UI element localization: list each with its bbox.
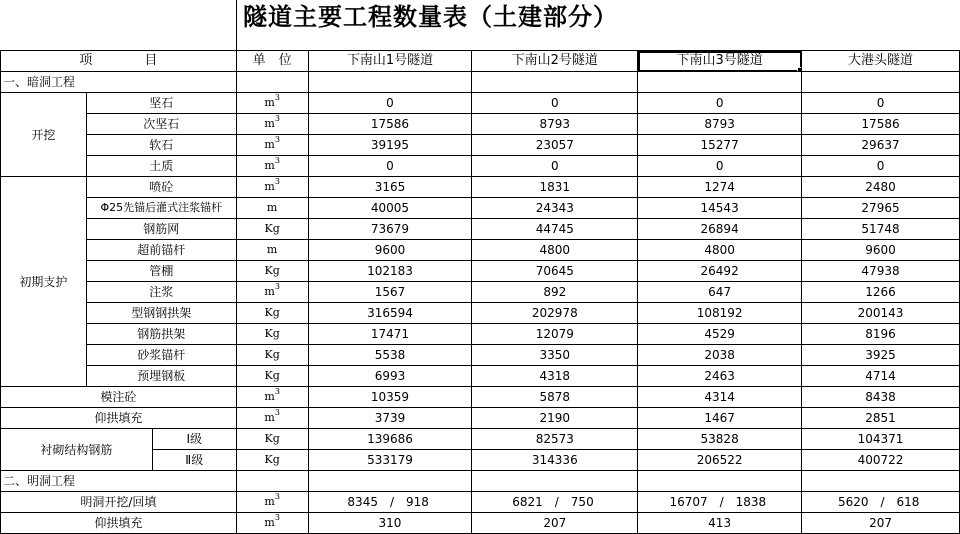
value-cell[interactable]: 4318 bbox=[472, 366, 638, 387]
unit-cell: $m^3$ bbox=[236, 513, 308, 534]
row-label: 仰拱填充 bbox=[1, 408, 237, 429]
table-row bbox=[1, 93, 960, 114]
value-cell[interactable]: 3165 bbox=[308, 177, 472, 198]
header-tunnel-2[interactable]: 下南山2号隧道 bbox=[472, 51, 638, 72]
value-cell[interactable]: 29637 bbox=[802, 135, 960, 156]
section-label: 二、明洞工程 bbox=[1, 471, 237, 492]
value-cell[interactable]: 1467 bbox=[638, 408, 802, 429]
unit-cell: $m^3$ bbox=[236, 135, 308, 156]
section-label: 一、暗洞工程 bbox=[1, 72, 237, 93]
unit-cell: Kg bbox=[236, 324, 308, 345]
value-cell[interactable]: 10359 bbox=[308, 387, 472, 408]
value-cell[interactable]: 4314 bbox=[638, 387, 802, 408]
table-row bbox=[1, 282, 960, 303]
row-label: 次坚石 bbox=[86, 114, 236, 135]
value-cell[interactable]: 2463 bbox=[638, 366, 802, 387]
value-cell[interactable]: 6993 bbox=[308, 366, 472, 387]
unit-cell: $m^3$ bbox=[236, 408, 308, 429]
row-label: 钢筋拱架 bbox=[86, 324, 236, 345]
row-label: 坚石 bbox=[86, 93, 236, 114]
value-cell[interactable]: 206522 bbox=[638, 450, 802, 471]
table-row bbox=[1, 177, 960, 198]
table-row bbox=[1, 492, 960, 513]
unit-cell: Kg bbox=[236, 366, 308, 387]
header-item: 项 目 bbox=[1, 51, 237, 72]
table-row bbox=[1, 261, 960, 282]
value-cell[interactable]: 26492 bbox=[638, 261, 802, 282]
value-cell[interactable]: 310 bbox=[308, 513, 472, 534]
row-label: 型钢钢拱架 bbox=[86, 303, 236, 324]
value-cell[interactable]: 102183 bbox=[308, 261, 472, 282]
unit-cell: $m^3$ bbox=[236, 177, 308, 198]
row-label: Ⅰ级 bbox=[152, 429, 236, 450]
unit-cell: m bbox=[236, 240, 308, 261]
value-cell[interactable]: 4800 bbox=[472, 240, 638, 261]
row-label: 注浆 bbox=[86, 282, 236, 303]
table-row bbox=[1, 429, 960, 450]
value-cell[interactable]: 0 bbox=[638, 156, 802, 177]
unit-cell: $m^3$ bbox=[236, 282, 308, 303]
value-cell[interactable]: 207 bbox=[472, 513, 638, 534]
header-tunnel-4[interactable]: 大港头隧道 bbox=[802, 51, 960, 72]
value-cell[interactable]: 40005 bbox=[308, 198, 472, 219]
value-cell[interactable]: 314336 bbox=[472, 450, 638, 471]
unit-cell: Kg bbox=[236, 429, 308, 450]
table-row bbox=[1, 198, 960, 219]
row-label: 土质 bbox=[86, 156, 236, 177]
value-cell[interactable]: 53828 bbox=[638, 429, 802, 450]
row-label: Φ25先锚后灌式注浆锚杆 bbox=[86, 198, 236, 219]
value-cell[interactable]: 2190 bbox=[472, 408, 638, 429]
row-label: 超前锚杆 bbox=[86, 240, 236, 261]
table-row bbox=[1, 240, 960, 261]
row-label: 砂浆锚杆 bbox=[86, 345, 236, 366]
value-cell[interactable]: 1567 bbox=[308, 282, 472, 303]
quantity-table bbox=[0, 50, 960, 534]
value-pair-cell[interactable]: 6821 / 750 bbox=[472, 492, 638, 513]
unit-cell: Kg bbox=[236, 345, 308, 366]
value-cell[interactable]: 51748 bbox=[802, 219, 960, 240]
value-cell[interactable]: 24343 bbox=[472, 198, 638, 219]
unit-cell: Kg bbox=[236, 450, 308, 471]
value-cell[interactable]: 104371 bbox=[802, 429, 960, 450]
title-divider bbox=[236, 0, 237, 50]
value-cell[interactable]: 17471 bbox=[308, 324, 472, 345]
section-row bbox=[1, 471, 960, 492]
unit-cell: $m^3$ bbox=[236, 114, 308, 135]
value-cell[interactable]: 0 bbox=[472, 156, 638, 177]
table-row bbox=[1, 366, 960, 387]
table-row bbox=[1, 114, 960, 135]
header-tunnel-1[interactable]: 下南山1号隧道 bbox=[308, 51, 472, 72]
value-cell[interactable]: 0 bbox=[308, 93, 472, 114]
value-cell[interactable]: 202978 bbox=[472, 303, 638, 324]
fill-handle[interactable] bbox=[797, 67, 802, 72]
row-label: 预埋钢板 bbox=[86, 366, 236, 387]
value-cell[interactable]: 26894 bbox=[638, 219, 802, 240]
header-tunnel-3-label: 下南山3号隧道 bbox=[676, 53, 763, 68]
row-label: 模注砼 bbox=[1, 387, 237, 408]
value-pair-cell[interactable]: 5620 / 618 bbox=[802, 492, 960, 513]
value-cell[interactable]: 12079 bbox=[472, 324, 638, 345]
table-row bbox=[1, 135, 960, 156]
value-cell[interactable]: 400722 bbox=[802, 450, 960, 471]
group-label: 初期支护 bbox=[1, 177, 87, 387]
row-label: Ⅱ级 bbox=[152, 450, 236, 471]
value-cell[interactable]: 0 bbox=[802, 156, 960, 177]
value-pair-cell[interactable]: 8345 / 918 bbox=[308, 492, 472, 513]
value-cell[interactable]: 1831 bbox=[472, 177, 638, 198]
unit-cell: $m^3$ bbox=[236, 156, 308, 177]
value-cell[interactable]: 139686 bbox=[308, 429, 472, 450]
table-row bbox=[1, 408, 960, 429]
value-cell[interactable]: 200143 bbox=[802, 303, 960, 324]
value-cell[interactable]: 14543 bbox=[638, 198, 802, 219]
value-cell[interactable]: 647 bbox=[638, 282, 802, 303]
value-cell[interactable]: 207 bbox=[802, 513, 960, 534]
value-cell[interactable]: 17586 bbox=[802, 114, 960, 135]
value-cell[interactable]: 27965 bbox=[802, 198, 960, 219]
value-cell[interactable]: 0 bbox=[472, 93, 638, 114]
value-cell[interactable]: 1266 bbox=[802, 282, 960, 303]
unit-cell: $m^3$ bbox=[236, 387, 308, 408]
value-cell[interactable]: 8793 bbox=[472, 114, 638, 135]
value-cell[interactable]: 316594 bbox=[308, 303, 472, 324]
value-cell[interactable]: 3350 bbox=[472, 345, 638, 366]
value-cell[interactable]: 0 bbox=[802, 93, 960, 114]
value-cell[interactable]: 2038 bbox=[638, 345, 802, 366]
value-cell[interactable]: 15277 bbox=[638, 135, 802, 156]
value-cell[interactable]: 413 bbox=[638, 513, 802, 534]
value-cell[interactable]: 9600 bbox=[802, 240, 960, 261]
value-cell[interactable]: 892 bbox=[472, 282, 638, 303]
table-row bbox=[1, 303, 960, 324]
unit-cell: Kg bbox=[236, 303, 308, 324]
row-label: 仰拱填充 bbox=[1, 513, 237, 534]
value-cell[interactable]: 73679 bbox=[308, 219, 472, 240]
unit-cell: Kg bbox=[236, 219, 308, 240]
section-row bbox=[1, 72, 960, 93]
value-cell[interactable]: 17586 bbox=[308, 114, 472, 135]
header-tunnel-3-selected[interactable] bbox=[638, 51, 802, 72]
unit-cell: Kg bbox=[236, 261, 308, 282]
value-cell[interactable]: 5538 bbox=[308, 345, 472, 366]
table-title: 隧道主要工程数量表（土建部分） bbox=[243, 3, 618, 31]
table-row bbox=[1, 219, 960, 240]
row-label: 管棚 bbox=[86, 261, 236, 282]
row-label: 喷砼 bbox=[86, 177, 236, 198]
value-cell[interactable]: 533179 bbox=[308, 450, 472, 471]
unit-cell: m bbox=[236, 198, 308, 219]
value-cell[interactable]: 70645 bbox=[472, 261, 638, 282]
table-row bbox=[1, 345, 960, 366]
value-cell[interactable]: 47938 bbox=[802, 261, 960, 282]
value-cell[interactable]: 82573 bbox=[472, 429, 638, 450]
value-cell[interactable]: 3739 bbox=[308, 408, 472, 429]
value-cell[interactable]: 8793 bbox=[638, 114, 802, 135]
value-cell[interactable]: 5878 bbox=[472, 387, 638, 408]
value-cell[interactable]: 0 bbox=[308, 156, 472, 177]
value-cell[interactable]: 2851 bbox=[802, 408, 960, 429]
unit-cell: $m^3$ bbox=[236, 93, 308, 114]
table-row bbox=[1, 387, 960, 408]
value-cell[interactable]: 3925 bbox=[802, 345, 960, 366]
row-label: 软石 bbox=[86, 135, 236, 156]
value-cell[interactable]: 2480 bbox=[802, 177, 960, 198]
unit-cell: $m^3$ bbox=[236, 492, 308, 513]
value-cell[interactable]: 39195 bbox=[308, 135, 472, 156]
value-cell[interactable]: 8438 bbox=[802, 387, 960, 408]
row-label: 钢筋网 bbox=[86, 219, 236, 240]
value-cell[interactable]: 23057 bbox=[472, 135, 638, 156]
value-cell[interactable]: 0 bbox=[638, 93, 802, 114]
header-row bbox=[1, 51, 960, 72]
value-cell[interactable]: 44745 bbox=[472, 219, 638, 240]
value-cell[interactable]: 4800 bbox=[638, 240, 802, 261]
table-row bbox=[1, 156, 960, 177]
group-label: 开挖 bbox=[1, 93, 87, 177]
header-unit: 单 位 bbox=[236, 51, 308, 72]
value-cell[interactable]: 4714 bbox=[802, 366, 960, 387]
value-cell[interactable]: 8196 bbox=[802, 324, 960, 345]
group-label: 衬砌结构钢筋 bbox=[1, 429, 153, 471]
value-cell[interactable]: 4529 bbox=[638, 324, 802, 345]
row-label: 明洞开挖/回填 bbox=[1, 492, 237, 513]
value-cell[interactable]: 9600 bbox=[308, 240, 472, 261]
value-pair-cell[interactable]: 16707 / 1838 bbox=[638, 492, 802, 513]
value-cell[interactable]: 1274 bbox=[638, 177, 802, 198]
table-row bbox=[1, 513, 960, 534]
table-row bbox=[1, 324, 960, 345]
value-cell[interactable]: 108192 bbox=[638, 303, 802, 324]
